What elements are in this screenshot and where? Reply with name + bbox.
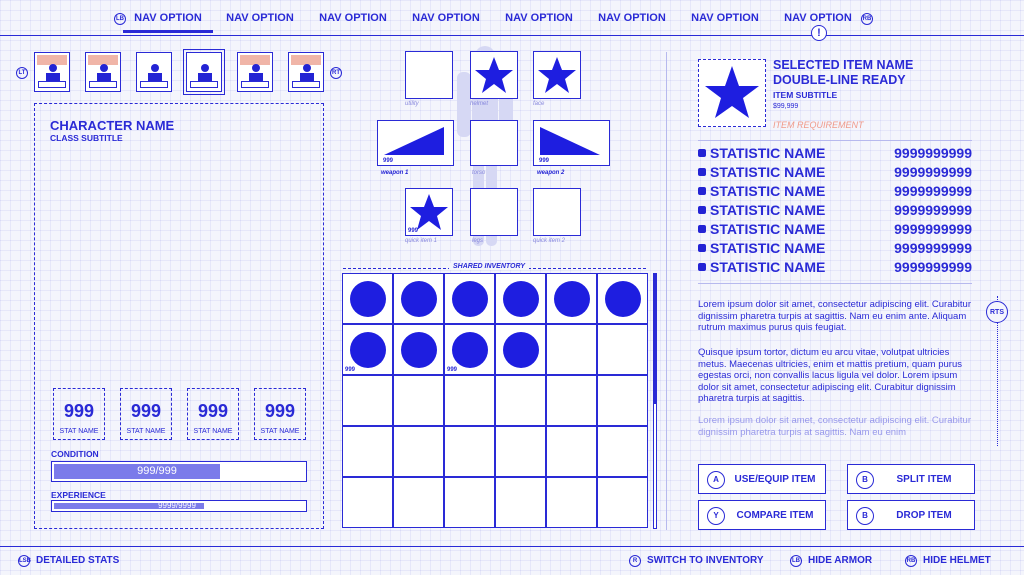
item-name-line-1: SELECTED ITEM NAME	[773, 58, 914, 72]
rt-button-icon[interactable]: RT	[330, 67, 342, 79]
inventory-cell[interactable]	[546, 426, 597, 477]
torso-slot[interactable]	[470, 120, 518, 166]
inventory-cell[interactable]	[546, 324, 597, 375]
quick-item-2-slot[interactable]	[533, 188, 581, 236]
inventory-cell[interactable]	[495, 426, 546, 477]
detailed-stats-action[interactable]: DETAILED STATS	[36, 555, 120, 566]
item-orb-icon	[605, 281, 641, 317]
rb-button-icon: RB	[905, 555, 917, 567]
rb-button-icon[interactable]: RB	[861, 13, 873, 25]
utility-slot-label: utility	[405, 101, 419, 107]
stat-label: STAT NAME	[193, 428, 233, 435]
inventory-cell[interactable]	[495, 273, 546, 324]
inventory-cell[interactable]	[444, 477, 495, 528]
item-orb-icon	[503, 281, 539, 317]
inventory-cell[interactable]	[597, 375, 648, 426]
rts-scroll-icon[interactable]: RTS	[986, 301, 1008, 323]
inventory-cell[interactable]	[393, 426, 444, 477]
inventory-cell[interactable]	[342, 426, 393, 477]
inventory-cell[interactable]	[546, 477, 597, 528]
statistic-row: STATISTIC NAME 9999999999	[698, 145, 972, 163]
stack-count: 999	[447, 367, 458, 373]
statistic-row: STATISTIC NAME 9999999999	[698, 240, 972, 258]
nav-option-1[interactable]: NAV OPTION	[123, 12, 213, 33]
quick-item-2-label: quick item 2	[533, 238, 566, 244]
character-tab-2[interactable]	[85, 52, 121, 92]
experience-value: 9999/9999	[158, 501, 196, 510]
character-name: CHARACTER NAME	[50, 118, 175, 133]
statistic-row: STATISTIC NAME 9999999999	[698, 164, 972, 182]
item-orb-icon	[503, 332, 539, 368]
character-portrait-icon	[247, 63, 265, 81]
inventory-cell[interactable]	[342, 375, 393, 426]
lb-button-icon: LB	[790, 555, 802, 567]
inventory-cell[interactable]	[342, 477, 393, 528]
b-button-icon: B	[856, 471, 874, 489]
stat-label: STAT NAME	[59, 428, 99, 435]
stats-divider	[698, 283, 972, 284]
split-item-button[interactable]: B SPLIT ITEM	[847, 464, 975, 494]
item-orb-icon	[401, 281, 437, 317]
compare-item-button[interactable]: Y COMPARE ITEM	[698, 500, 826, 530]
inventory-cell[interactable]	[393, 324, 444, 375]
character-portrait-icon	[95, 63, 113, 81]
star-icon	[699, 60, 765, 126]
character-tab-1[interactable]	[34, 52, 70, 92]
item-orb-icon	[452, 281, 488, 317]
item-price: $99,999	[773, 103, 799, 110]
statistic-row: STATISTIC NAME 9999999999	[698, 183, 972, 201]
character-portrait-icon	[298, 63, 316, 81]
inventory-cell[interactable]	[546, 273, 597, 324]
legs-slot-label: legs	[472, 238, 484, 244]
nav-option-7[interactable]: NAV OPTION	[691, 12, 759, 24]
item-description-3: Lorem ipsum dolor sit amet, consectetur adipiscing elit. Curabitur dignissim pharetra turpis at sagittis. Nam eu enim	[698, 415, 971, 438]
inventory-cell[interactable]	[393, 477, 444, 528]
inventory-cell[interactable]	[444, 375, 495, 426]
character-tab-6[interactable]	[288, 52, 324, 92]
inventory-cell[interactable]	[495, 324, 546, 375]
star-icon	[471, 52, 517, 98]
stat-box-4	[254, 388, 306, 440]
quick-item-1-count: 999	[408, 228, 419, 234]
item-description-2: Quisque ipsum tortor, dictum eu arcu vitae, volutpat ultricies metus. Maecenas ultricies, enim et mattis pretium, quam purus egestas orci, non convallis lacus ligula vel dolor. Lorem ipsum dolor sit amet, consectetur adipiscing elit. Curabitur dignissim pharetra turpis at sagittis.	[698, 347, 962, 404]
drop-item-button[interactable]: B DROP ITEM	[847, 500, 975, 530]
character-tab-4-selected[interactable]	[186, 52, 222, 92]
inventory-cell[interactable]	[342, 324, 393, 375]
stat-box-1	[53, 388, 105, 440]
inventory-cell[interactable]	[495, 375, 546, 426]
stat-label: STAT NAME	[126, 428, 166, 435]
lb-button-icon[interactable]: LB	[114, 13, 126, 25]
stat-box-2	[120, 388, 172, 440]
utility-slot[interactable]	[405, 51, 453, 99]
experience-bar	[51, 500, 307, 512]
stat-label: STAT NAME	[260, 428, 300, 435]
weapon-2-count: 999	[539, 158, 550, 164]
character-portrait-icon	[44, 63, 62, 81]
statistic-row: STATISTIC NAME 9999999999	[698, 202, 972, 220]
panel-divider	[666, 52, 667, 530]
torso-slot-label: torso	[472, 170, 486, 176]
item-orb-icon	[350, 281, 386, 317]
quick-item-1-slot[interactable]	[405, 188, 453, 236]
item-divider	[698, 140, 972, 141]
weapon-1-count: 999	[383, 158, 394, 164]
weapon-2-label: weapon 2	[537, 170, 565, 176]
item-orb-icon	[452, 332, 488, 368]
inventory-title: SHARED INVENTORY	[449, 263, 529, 270]
character-tab-3[interactable]	[136, 52, 172, 92]
item-orb-icon	[554, 281, 590, 317]
inventory-cell[interactable]	[444, 426, 495, 477]
condition-value: 999/999	[137, 465, 177, 477]
inventory-cell[interactable]	[546, 375, 597, 426]
stat-box-3	[187, 388, 239, 440]
item-orb-icon	[350, 332, 386, 368]
character-portrait-icon	[196, 63, 214, 81]
inventory-cell[interactable]	[444, 273, 495, 324]
inventory-cell[interactable]	[393, 375, 444, 426]
legs-slot[interactable]	[470, 188, 518, 236]
inventory-cell[interactable]	[597, 477, 648, 528]
stat-value: 999	[264, 401, 296, 421]
alert-icon: !	[811, 25, 827, 41]
inventory-cell[interactable]	[342, 273, 393, 324]
character-tab-5[interactable]	[237, 52, 273, 92]
character-portrait-icon	[146, 63, 164, 81]
weapon-1-label: weapon 1	[381, 170, 409, 176]
y-button-icon: Y	[707, 507, 725, 525]
inventory-grid	[342, 273, 648, 529]
weapon-icon	[534, 121, 608, 161]
inventory-cell[interactable]	[393, 273, 444, 324]
class-subtitle: CLASS SUBTITLE	[50, 133, 123, 143]
nav-option-5[interactable]: NAV OPTION	[505, 12, 573, 24]
lsb-button-icon: LSB	[18, 555, 30, 567]
helmet-slot-label: helmet	[470, 101, 489, 107]
star-icon	[534, 52, 580, 98]
lt-button-icon[interactable]: LT	[16, 67, 28, 79]
nav-option-3[interactable]: NAV OPTION	[319, 12, 387, 24]
item-subtitle: ITEM SUBTITLE	[773, 90, 838, 100]
hide-helmet-action[interactable]: HIDE HELMET	[923, 555, 991, 566]
experience-label: EXPERIENCE	[51, 490, 106, 500]
face-slot-label: face	[533, 101, 545, 107]
helmet-slot[interactable]	[470, 51, 518, 99]
quick-item-1-label: quick item 1	[405, 238, 438, 244]
inventory-cell[interactable]	[597, 324, 648, 375]
item-orb-icon	[401, 332, 437, 368]
condition-label: CONDITION	[51, 449, 99, 459]
a-button-icon: A	[707, 471, 725, 489]
item-requirement: ITEM REQUIREMENT	[773, 120, 864, 130]
stat-value: 999	[197, 401, 229, 421]
weapon-1-slot[interactable]	[377, 120, 454, 166]
statistic-row: STATISTIC NAME 9999999999	[698, 221, 972, 239]
stat-value: 999	[63, 401, 95, 421]
b-button-icon: B	[856, 507, 874, 525]
nav-option-8[interactable]: NAV OPTION	[784, 12, 852, 24]
nav-option-4[interactable]: NAV OPTION	[412, 12, 480, 24]
face-slot[interactable]	[533, 51, 581, 99]
condition-bar	[51, 461, 307, 482]
inventory-cell[interactable]	[495, 477, 546, 528]
item-description-1: Lorem ipsum dolor sit amet, consectetur adipiscing elit. Curabitur dignissim pharetra turpis at sagittis. Nam eu enim ante. Aliquam rutrum maximus purus quis feugiat.	[698, 299, 971, 333]
nav-option-2[interactable]: NAV OPTION	[226, 12, 294, 24]
weapon-icon	[378, 121, 452, 161]
use-equip-item-button[interactable]: A USE/EQUIP ITEM	[698, 464, 826, 494]
inventory-scrollbar[interactable]	[653, 273, 657, 529]
scrollbar-thumb	[654, 274, 656, 404]
selected-item-preview	[698, 59, 766, 127]
inventory-cell[interactable]	[444, 324, 495, 375]
switch-to-inventory-action[interactable]: SWITCH TO INVENTORY	[647, 555, 764, 566]
hide-armor-action[interactable]: HIDE ARMOR	[808, 555, 873, 566]
stack-count: 999	[345, 367, 356, 373]
weapon-2-slot[interactable]	[533, 120, 610, 166]
statistic-row: STATISTIC NAME 9999999999	[698, 259, 972, 277]
nav-option-6[interactable]: NAV OPTION	[598, 12, 666, 24]
inventory-cell[interactable]	[597, 273, 648, 324]
item-name-line-2: DOUBLE-LINE READY	[773, 73, 906, 87]
r-button-icon: R	[629, 555, 641, 567]
inventory-cell[interactable]	[597, 426, 648, 477]
stat-value: 999	[130, 401, 162, 421]
